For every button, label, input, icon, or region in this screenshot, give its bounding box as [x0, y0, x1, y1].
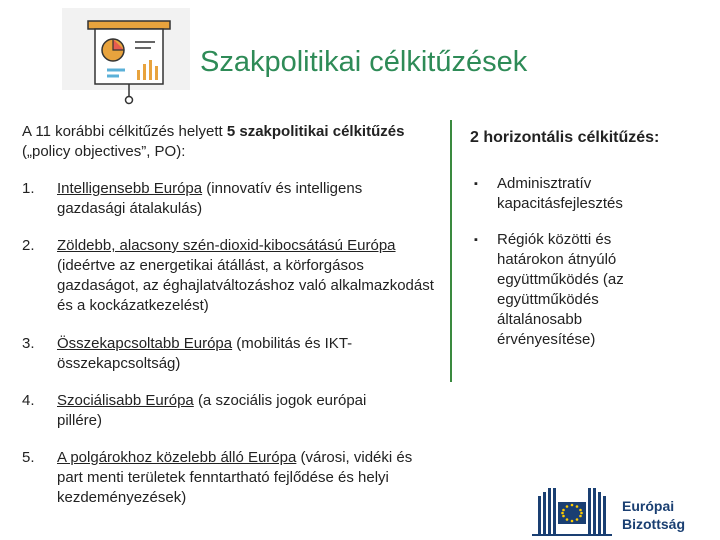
list-item	[470, 174, 650, 214]
org-name-line1: Európai	[622, 498, 675, 514]
list-number: 2.	[22, 237, 35, 254]
bullet-icon: ▪	[474, 178, 478, 190]
objective-desc: (városi, vidéki és part menti területek fenntartható fejlődése és helyi kezdeményezések)	[57, 449, 413, 506]
objective-link[interactable]: Intelligensebb Európa	[57, 180, 203, 197]
page-title: Szakpolitikai célkitűzések	[200, 46, 528, 78]
objective-link[interactable]: Összekapcsoltabb Európa	[57, 335, 233, 352]
list-number: 1.	[22, 180, 35, 197]
horizontal-item: Adminisztratív kapacitásfejlesztés	[497, 175, 623, 212]
list-item	[22, 236, 442, 316]
objective-link[interactable]: A polgárokhoz közelebb álló Európa	[57, 449, 297, 466]
column-divider	[450, 120, 452, 382]
horizontal-item: Régiók közötti és határokon átnyúló együttműködés (az együttműködés általánosabb érvényesítése)	[497, 231, 624, 348]
bullet-icon: ▪	[474, 234, 478, 246]
intro-plain: A 11 korábbi célkitűzés helyett	[22, 123, 223, 140]
objective-desc: (innovatív és intelligens gazdasági átalakulás)	[57, 180, 363, 217]
list-item	[22, 334, 382, 374]
horizontal-title: 2 horizontális célkitűzés:	[470, 129, 660, 146]
objective-desc: (mobilitás és IKT-összekapcsoltság)	[57, 335, 353, 372]
objective-link[interactable]: Zöldebb, alacsony szén-dioxid-kibocsátású Európa	[57, 237, 396, 254]
objective-link[interactable]: Szociálisabb Európa	[57, 392, 194, 409]
list-number: 3.	[22, 335, 35, 352]
ec-building-logo	[532, 486, 612, 538]
intro-text	[22, 122, 422, 162]
presentation-chart-icon	[85, 18, 175, 106]
list-number: 4.	[22, 392, 35, 409]
list-item	[22, 391, 382, 431]
intro-bold: 5 szakpolitikai célkitűzés	[226, 123, 405, 140]
list-item	[470, 230, 650, 350]
list-number: 5.	[22, 449, 35, 466]
list-item	[22, 448, 442, 508]
list-item	[22, 179, 422, 219]
objective-desc: (ideértve az energetikai átállást, a körforgásos gazdaságot, az éghajlatváltozáshoz való alkalmazkodást és a kockázatkezelést)	[57, 257, 434, 314]
objective-desc: (a szociális jogok európai pillére)	[57, 392, 367, 429]
intro-end: („policy objectives”, PO):	[22, 143, 186, 160]
org-name-line2: Bizottság	[622, 516, 685, 532]
